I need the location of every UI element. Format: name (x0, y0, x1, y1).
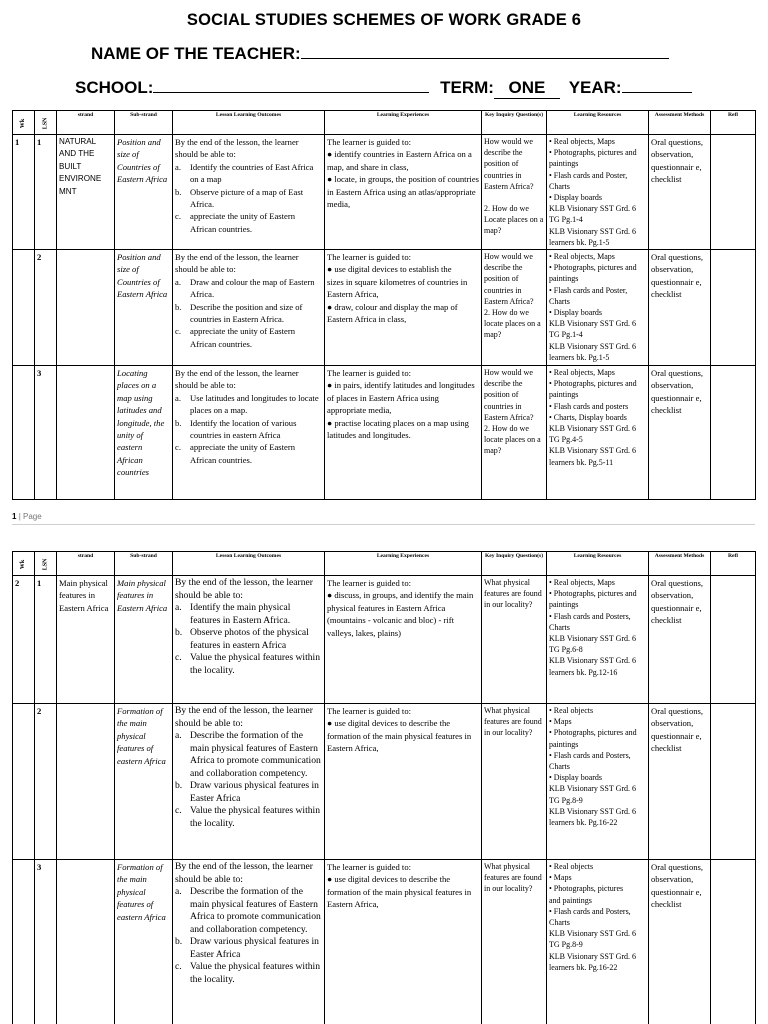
table-row (13, 576, 756, 704)
resource-line: KLB Visionary SST Grd. 6 learners bk. Pg.1-5 (549, 341, 637, 362)
outcome-text: Value the physical features within the locality. (190, 805, 321, 829)
resource-line: • Display boards (549, 773, 603, 783)
outcome-text: Observe picture of a map of East Africa. (190, 186, 304, 210)
col-assessment: Assessment Methods (649, 552, 711, 576)
outcomes-cell (173, 366, 325, 500)
school-name-blank (153, 79, 429, 93)
resources-cell (547, 576, 649, 704)
assessment-cell: Oral questions, observation, questionnair e, checklist (649, 704, 711, 860)
inquiry-cell (482, 250, 547, 366)
resources-cell (547, 250, 649, 366)
outcomes-intro: By the end of the lesson, the learner should be able to: (175, 861, 313, 885)
outcomes-cell (173, 576, 325, 704)
experiences-cell (325, 704, 482, 860)
inquiry-line: What physical features are found in our locality? (484, 578, 542, 610)
col-outcomes: Lesson Learning Outcomes (173, 552, 325, 576)
experience-line: sizes in square kilometres of countries in Eastern Africa, (327, 276, 468, 300)
teacher-name-blank (301, 45, 669, 59)
table-row (13, 366, 756, 500)
outcomes-intro: By the end of the lesson, the learner should be able to: (175, 705, 313, 729)
substrand-cell: Formation of the main physical features of eastern Africa (115, 704, 173, 860)
week-number: 2 (13, 576, 35, 704)
year-label: YEAR: (568, 78, 622, 97)
outcome-text: appreciate the unity of Eastern African countries. (190, 211, 295, 234)
resource-line: • Flash cards and Poster, Charts (549, 170, 628, 191)
outcome-text: Draw various physical features in Easter Africa (190, 936, 319, 960)
outcome-text: Draw and colour the map of Eastern Africa. (190, 276, 315, 300)
col-resources: Learning Resources (547, 111, 649, 135)
experience-line: The learner is guided to: (327, 137, 411, 147)
table-row (13, 250, 756, 366)
outcome-marker: a. (175, 276, 181, 287)
experience-line: The learner is guided to: (327, 368, 411, 379)
resource-line: KLB Visionary SST Grd. 6 TG Pg.6-8 (549, 634, 637, 655)
inquiry-line: 2. How do we Locate places on a map? (484, 204, 544, 236)
outcome-text: Identify the countries of East Africa on a map (190, 161, 314, 185)
term-value: ONE (494, 78, 560, 99)
resource-line: • Real objects, Maps (549, 137, 615, 146)
reflection-cell (711, 135, 756, 250)
experiences-cell (325, 860, 482, 1024)
outcome-marker: a. (175, 161, 181, 172)
outcomes-list (175, 276, 322, 350)
outcome-marker: c. (175, 211, 181, 222)
outcome-item (175, 161, 322, 186)
experience-line: The learner is guided to: (327, 706, 411, 716)
experience-line: ● use digital devices to describe the formation of the main physical features in Eastern Africa, (327, 718, 472, 754)
outcomes-cell (173, 860, 325, 1024)
experiences-cell (325, 135, 482, 250)
experience-line: ● locate, in groups, the position of countries in Eastern Africa using an atlas/appropriate media, (327, 174, 479, 210)
resource-line: KLB Visionary SST Grd. 6 TG Pg.4-5 (549, 424, 637, 445)
resource-line: • Real objects, Maps (549, 368, 615, 378)
outcome-marker: b. (175, 780, 183, 791)
experiences-cell (325, 576, 482, 704)
col-substrand: Sub-strand (115, 552, 173, 576)
resource-line: • Flash cards and Posters, Charts (549, 611, 631, 632)
resource-line: • Photographs, pictures and paintings (549, 728, 637, 749)
outcome-item (175, 627, 322, 652)
inquiry-line: What physical features are found in our locality? (484, 706, 542, 738)
experience-line: ● use digital devices to describe the formation of the main physical features in Eastern Africa, (327, 874, 472, 910)
week-number (13, 860, 35, 1024)
substrand-cell: Position and size of Countries of Eastern Africa (115, 135, 173, 250)
outcome-item (175, 780, 322, 805)
outcomes-list (175, 886, 322, 986)
resource-line: and paintings (549, 895, 592, 905)
experience-line: ● practise locating places on a map using latitudes and longitudes. (327, 417, 469, 441)
resource-line: • Real objects (549, 706, 594, 715)
table-row (13, 860, 756, 1024)
outcome-item (175, 276, 322, 301)
outcome-item (175, 417, 322, 442)
resources-cell (547, 860, 649, 1024)
reflection-cell (711, 576, 756, 704)
inquiry-line: 2. How do we locate places on a map? (484, 308, 541, 340)
assessment-cell: Oral questions, observation, questionnair e, checklist (649, 860, 711, 1024)
inquiry-cell (482, 135, 547, 250)
outcome-text: Identify the main physical features in Eastern Africa. (190, 602, 291, 626)
resource-line: • Real objects (549, 862, 594, 871)
resource-line: KLB Visionary SST Grd. 6 learners bk. Pg.16-22 (549, 806, 637, 828)
outcome-item (175, 652, 322, 677)
scheme-table-2 (12, 551, 756, 1024)
resource-line: KLB Visionary SST Grd. 6 TG Pg.1-4 (549, 319, 637, 340)
outcomes-intro: By the end of the lesson, the learner should be able to: (175, 577, 313, 601)
outcome-item (175, 961, 322, 986)
week-number (13, 250, 35, 366)
scheme-table-1 (12, 110, 756, 500)
outcome-item (175, 936, 322, 961)
col-wk: Wk (13, 552, 35, 576)
assessment-cell: Oral questions, observation, questionnair e, checklist (649, 366, 711, 500)
outcome-text: Value the physical features within the locality. (190, 652, 321, 676)
outcomes-cell (173, 135, 325, 250)
assessment-cell: Oral questions, observation, questionnair e, checklist (649, 576, 711, 704)
resource-line: • Photographs, pictures and paintings (549, 148, 637, 169)
resource-line: • Flash cards and Posters, Charts (549, 906, 631, 928)
experience-line: ● identify countries in Eastern Africa on a map, and share in class, (327, 149, 472, 172)
outcomes-cell (173, 704, 325, 860)
teacher-label: NAME OF THE TEACHER: (91, 44, 301, 63)
experience-line: The learner is guided to: (327, 578, 411, 588)
outcome-item (175, 602, 322, 627)
lesson-number: 1 (35, 576, 57, 704)
lesson-number: 1 (35, 135, 57, 250)
outcome-text: Describe the formation of the main physical features of Eastern Africa to promote communication and collaboration competency. (190, 730, 321, 779)
col-inquiry: Key Inquiry Question(s) (482, 111, 547, 135)
outcome-text: appreciate the unity of Eastern African countries. (190, 326, 295, 349)
col-assessment: Assessment Methods (649, 111, 711, 135)
outcome-marker: b. (175, 936, 183, 947)
table-row (13, 135, 756, 250)
resource-line: • Photographs, pictures (549, 884, 624, 894)
outcome-marker: c. (175, 326, 181, 337)
resource-line: • Flash cards and Posters, Charts (549, 750, 631, 772)
outcome-marker: c. (175, 805, 182, 816)
resource-line: • Real objects, Maps (549, 578, 615, 587)
inquiry-line: What physical features are found in our locality? (484, 862, 542, 894)
lesson-number: 2 (35, 250, 57, 366)
inquiry-cell (482, 366, 547, 500)
strand-cell (57, 860, 115, 1024)
table-row (13, 704, 756, 860)
outcome-text: appreciate the unity of Eastern African countries. (190, 442, 295, 465)
col-lsn: LSN (35, 111, 57, 135)
col-strand: strand (57, 552, 115, 576)
col-experiences: Learning Experiences (325, 552, 482, 576)
reflection-cell (711, 860, 756, 1024)
year-blank (622, 79, 692, 93)
experiences-cell (325, 366, 482, 500)
outcome-marker: a. (175, 392, 181, 403)
experience-line: The learner is guided to: (327, 862, 411, 872)
school-label: SCHOOL: (75, 78, 154, 97)
resource-line: KLB Visionary SST Grd. 6 learners bk. Pg.16-22 (549, 951, 637, 972)
substrand-cell: Main physical features in Eastern Africa (115, 576, 173, 704)
outcome-text: Value the physical features within the locality. (190, 961, 321, 985)
col-strand: strand (57, 111, 115, 135)
outcome-item (175, 392, 322, 417)
strand-cell (57, 250, 115, 366)
outcomes-intro: By the end of the lesson, the learner should be able to: (175, 252, 299, 275)
resources-cell (547, 704, 649, 860)
school-line (75, 78, 692, 99)
resource-line: • Maps (549, 873, 572, 883)
outcome-marker: a. (175, 886, 182, 897)
assessment-cell: Oral questions, observation, questionnair e, checklist (649, 250, 711, 366)
reflection-cell (711, 366, 756, 500)
teacher-line (91, 44, 669, 64)
outcome-item (175, 325, 322, 350)
strand-cell (57, 704, 115, 860)
term-label: TERM: (440, 78, 494, 97)
footer-divider (12, 524, 755, 525)
resource-line: • Flash cards and posters (549, 401, 629, 411)
resource-line: • Photographs, pictures and paintings (549, 263, 637, 284)
col-refl: Refl (711, 552, 756, 576)
outcomes-list (175, 392, 322, 466)
col-outcomes: Lesson Learning Outcomes (173, 111, 325, 135)
outcomes-cell (173, 250, 325, 366)
outcomes-list (175, 602, 322, 677)
outcome-marker: c. (175, 652, 182, 663)
assessment-cell: Oral questions, observation, questionnair e, checklist (649, 135, 711, 250)
resource-line: • Display boards (549, 193, 603, 203)
outcome-item (175, 886, 322, 936)
reflection-cell (711, 704, 756, 860)
col-resources: Learning Resources (547, 552, 649, 576)
substrand-cell: Position and size of Countries of Eastern Africa (115, 250, 173, 366)
outcome-marker: a. (175, 730, 182, 741)
inquiry-cell (482, 576, 547, 704)
resource-line: • Display boards (549, 308, 603, 318)
inquiry-line (484, 192, 544, 203)
strand-cell: NATURAL AND THE BUILT ENVIRONE MNT (57, 135, 115, 250)
resource-line: KLB Visionary SST Grd. 6 learners bk. Pg.12-16 (549, 656, 637, 677)
resource-line: • Charts, Display boards (549, 412, 627, 422)
page-label: | Page (18, 512, 42, 521)
col-substrand: Sub-strand (115, 111, 173, 135)
table-header-row (13, 552, 756, 576)
lesson-number: 2 (35, 704, 57, 860)
experience-line: ● draw, colour and display the map of Eastern Africa in class, (327, 301, 458, 325)
experience-line: ● in pairs, identify latitudes and longitudes of places in Eastern Africa using appropriate media, (327, 380, 475, 416)
week-number: 1 (13, 135, 35, 250)
resource-line: • Photographs, pictures and paintings (549, 589, 637, 610)
resource-line: KLB Visionary SST Grd. 6 learners bk. Pg.5-11 (549, 446, 637, 467)
reflection-cell (711, 250, 756, 366)
col-lsn: LSN (35, 552, 57, 576)
outcome-marker: b. (175, 301, 182, 312)
page-number: 1 (12, 512, 17, 521)
outcome-item (175, 730, 322, 780)
resource-line: KLB Visionary SST Grd. 6 TG Pg.8-9 (549, 784, 637, 805)
col-refl: Refl (711, 111, 756, 135)
substrand-cell: Locating places on a map using latitudes and longitude, the unity of eastern African countries (115, 366, 173, 500)
table-header-row (13, 111, 756, 135)
lesson-number: 3 (35, 860, 57, 1024)
outcome-marker: b. (175, 417, 182, 428)
page-title: SOCIAL STUDIES SCHEMES OF WORK GRADE 6 (186, 11, 582, 29)
experience-line: ● use digital devices to establish the (327, 264, 452, 275)
experience-line: The learner is guided to: (327, 252, 411, 263)
substrand-cell: Formation of the main physical features of eastern Africa (115, 860, 173, 1024)
resource-line: • Real objects, Maps (549, 252, 615, 262)
resource-line: • Photographs, pictures and paintings (549, 379, 637, 400)
inquiry-cell (482, 704, 547, 860)
week-number (13, 704, 35, 860)
outcomes-list (175, 161, 322, 235)
inquiry-line: 2. How do we locate places on a map? (484, 424, 541, 456)
outcome-item (175, 210, 322, 235)
col-inquiry: Key Inquiry Question(s) (482, 552, 547, 576)
outcomes-list (175, 730, 322, 830)
col-wk: Wk (13, 111, 35, 135)
outcome-text: Identify the location of various countries in eastern Africa (190, 417, 297, 441)
outcome-item (175, 301, 322, 326)
outcome-item (175, 186, 322, 211)
outcome-text: Draw various physical features in Easter Africa (190, 780, 319, 804)
inquiry-line: How would we describe the position of countries in Eastern Africa? (484, 252, 534, 306)
strand-cell: Main physical features in Eastern Africa (57, 576, 115, 704)
outcome-text: Describe the formation of the main physical features of Eastern Africa to promote communication and collaboration competency. (190, 886, 321, 935)
inquiry-line: How would we describe the position of countries in Eastern Africa? (484, 368, 534, 422)
page-footer (12, 512, 42, 521)
outcome-marker: b. (175, 627, 183, 638)
inquiry-line: How would we describe the position of countries in Eastern Africa? (484, 137, 534, 191)
outcome-text: Observe photos of the physical features in eastern Africa (190, 627, 309, 651)
outcome-item (175, 441, 322, 466)
resource-line: • Flash cards and Poster, Charts (549, 285, 628, 306)
lesson-number: 3 (35, 366, 57, 500)
resource-line: KLB Visionary SST Grd. 6 TG Pg.8-9 (549, 929, 637, 950)
outcome-text: Describe the position and size of countries in Eastern Africa. (190, 301, 303, 325)
experience-line: ● discuss, in groups, and identify the main physical features in Eastern Africa (mountains - volcanic and bloc) - rift valleys, lakes, plains) (327, 590, 474, 638)
outcome-marker: a. (175, 602, 182, 613)
outcome-marker: c. (175, 442, 181, 453)
resources-cell (547, 135, 649, 250)
strand-cell (57, 366, 115, 500)
inquiry-cell (482, 860, 547, 1024)
outcomes-intro: By the end of the lesson, the learner should be able to: (175, 368, 299, 391)
resources-cell (547, 366, 649, 500)
resource-line: KLB Visionary SST Grd. 6 TG Pg.1-4 (549, 204, 637, 225)
outcomes-intro: By the end of the lesson, the learner should be able to: (175, 137, 299, 160)
experiences-cell (325, 250, 482, 366)
resource-line: KLB Visionary SST Grd. 6 learners bk. Pg.1-5 (549, 226, 637, 247)
outcome-item (175, 805, 322, 830)
outcome-marker: b. (175, 186, 182, 197)
week-number (13, 366, 35, 500)
outcome-text: Use latitudes and longitudes to locate places on a map. (190, 392, 319, 416)
outcome-marker: c. (175, 961, 182, 972)
col-experiences: Learning Experiences (325, 111, 482, 135)
resource-line: • Maps (549, 717, 572, 727)
